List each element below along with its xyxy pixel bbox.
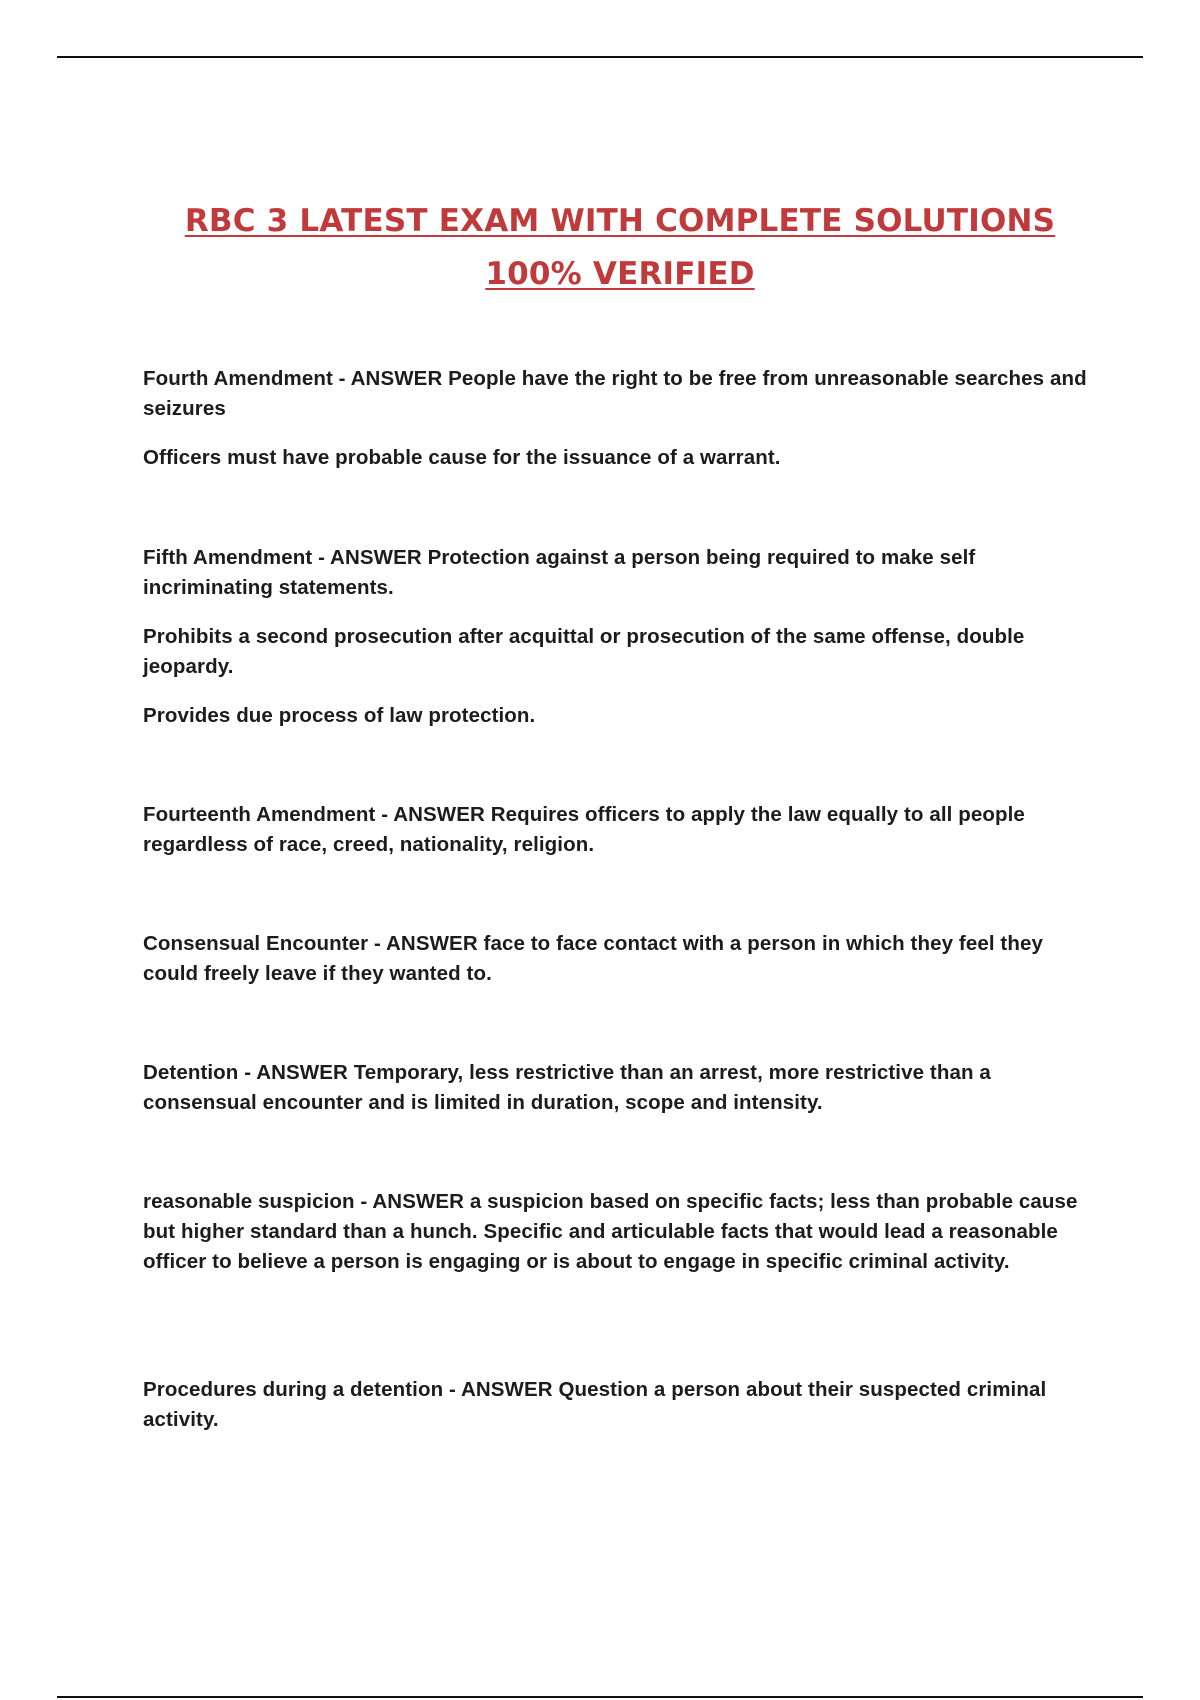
answer-separator: - ANSWER [332, 367, 449, 390]
title-line-1: RBC 3 LATEST EXAM WITH COMPLETE SOLUTIONS [184, 203, 1056, 239]
entry-paragraph [143, 1058, 1093, 1118]
answer-separator: - ANSWER [368, 932, 484, 955]
entry-term: Fourth Amendment [143, 367, 333, 390]
entry-paragraph [143, 701, 1093, 731]
answer-separator: - ANSWER [354, 1190, 470, 1213]
entry-paragraph [143, 800, 1093, 860]
qa-entry [143, 800, 1093, 860]
answer-separator: - ANSWER [238, 1061, 354, 1084]
entry-answer: Provides due process of law protection. [143, 704, 536, 727]
qa-entry [143, 543, 1093, 731]
entry-answer: Requires officers to apply the law equally to all people regardless of race, creed, nationality, religion. [143, 803, 1025, 856]
entry-answer: Protection against a person being required to make self incriminating statements. [143, 546, 976, 599]
answer-separator: - ANSWER [443, 1378, 559, 1401]
entry-term: Fifth Amendment [143, 546, 313, 569]
entry-paragraph [143, 364, 1093, 424]
bottom-rule [57, 1696, 1143, 1698]
entry-answer: a suspicion based on specific facts; less than probable cause but higher standard than a hunch. Specific and articulable facts that would lead a reasonable officer to believe a person is engaging or is about to engage in specific criminal activity. [143, 1190, 1078, 1273]
entry-term: Procedures during a detention [143, 1378, 444, 1401]
entry-answer: Prohibits a second prosecution after acquittal or prosecution of the same offense, double jeopardy. [143, 625, 1025, 678]
top-rule [57, 56, 1143, 58]
title-line-2: 100% VERIFIED [485, 256, 755, 292]
document-title [0, 195, 1200, 301]
entry-answer: Officers must have probable cause for the issuance of a warrant. [143, 446, 781, 469]
qa-entry [143, 364, 1093, 473]
qa-entry [143, 1058, 1093, 1118]
entry-answer: Temporary, less restrictive than an arrest, more restrictive than a consensual encounter and is limited in duration, scope and intensity. [143, 1061, 991, 1114]
entry-answer: People have the right to be free from unreasonable searches and seizures [143, 367, 1087, 420]
entry-answer: face to face contact with a person in which they feel they could freely leave if they wanted to. [143, 932, 1043, 985]
entry-term: Consensual Encounter [143, 932, 369, 955]
entry-paragraph [143, 543, 1093, 603]
entry-paragraph [143, 443, 1093, 473]
entry-term: reasonable suspicion [143, 1190, 355, 1213]
entry-term: Fourteenth Amendment [143, 803, 376, 826]
answer-separator: - ANSWER [375, 803, 491, 826]
entry-term: Detention [143, 1061, 239, 1084]
entry-paragraph [143, 1375, 1093, 1435]
answer-separator: - ANSWER [312, 546, 428, 569]
qa-entry [143, 1375, 1093, 1435]
entry-answer: Question a person about their suspected criminal activity. [143, 1378, 1047, 1431]
entry-paragraph [143, 929, 1093, 989]
qa-entry [143, 1187, 1093, 1277]
entry-paragraph [143, 1187, 1093, 1277]
qa-entry [143, 929, 1093, 989]
entry-paragraph [143, 622, 1093, 682]
